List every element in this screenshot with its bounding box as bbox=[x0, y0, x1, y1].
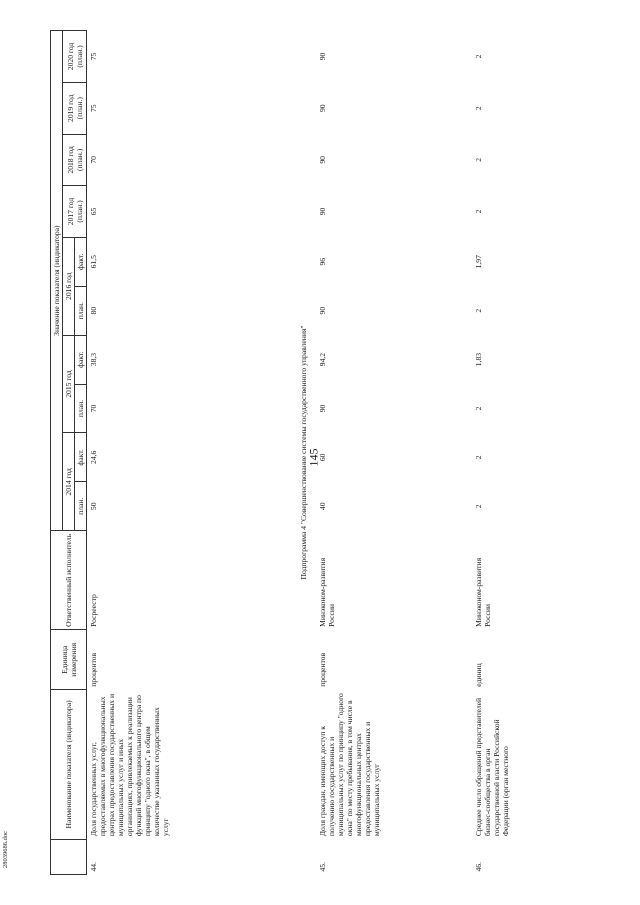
value-2014-plan: 2 bbox=[474, 504, 483, 509]
value-2018: 70 bbox=[89, 156, 98, 164]
header-responsible: Ответственный исполнитель bbox=[51, 531, 87, 630]
value-2019: 75 bbox=[89, 104, 98, 113]
table-row bbox=[87, 31, 292, 875]
value-2015-fact: 94,2 bbox=[318, 352, 327, 367]
value-2015-plan: 2 bbox=[474, 406, 483, 411]
unit-cell: процентов bbox=[318, 652, 327, 687]
subprogram-title: Подпрограмма 4 "Совершенствование системы государственного управления" bbox=[299, 325, 308, 580]
indicator-name: Доля государственных услуг, предоставляемых в многофункциональных центрах предоставления государственных и муниципальных услуг и иных организациях, привлекаемых к реализации функций многофункционального центра по принципу "одного окна", в общем количестве указанных государственных услуг bbox=[89, 693, 170, 837]
unit-cell: единиц bbox=[474, 663, 483, 687]
rotated-table-area bbox=[50, 30, 570, 875]
row-number: 44. bbox=[89, 862, 98, 872]
value-2014-plan: 50 bbox=[89, 502, 98, 511]
header-number bbox=[51, 839, 87, 874]
value-2018: 2 bbox=[474, 157, 483, 162]
value-2016-plan: 80 bbox=[89, 306, 98, 315]
table-row bbox=[472, 31, 512, 875]
indicator-name: Доля граждан, имеющих доступ к получению государственных и муниципальных услуг по принципу "одного окна" по месту пребывания, в том числе в многофункциональных центрах предоставления государственных и муниципальных услуг bbox=[318, 693, 381, 837]
value-2015-plan: 90 bbox=[318, 404, 327, 413]
header-plan: план. bbox=[75, 286, 87, 335]
value-2015-fact: 1,83 bbox=[474, 352, 483, 367]
value-2018: 90 bbox=[318, 156, 327, 164]
indicator-table bbox=[50, 30, 512, 875]
header-name: Наименование показателя (индикатора) bbox=[51, 690, 87, 839]
header-unit: Единица измерения bbox=[51, 630, 87, 690]
page-number: 145 bbox=[306, 448, 321, 467]
document-footer: 28039686.doc bbox=[2, 830, 9, 868]
value-2016-plan: 90 bbox=[318, 306, 327, 315]
value-2014-fact: 2 bbox=[474, 455, 483, 460]
value-2020: 90 bbox=[318, 52, 327, 61]
header-year-2014: 2014 год bbox=[63, 433, 75, 531]
responsible-cell: Росреестр bbox=[89, 594, 98, 627]
table-row bbox=[316, 31, 472, 875]
header-year-2020: 2020 год (план.) bbox=[63, 31, 87, 83]
value-2015-fact: 38,3 bbox=[89, 352, 98, 367]
unit-cell: процентов bbox=[89, 652, 98, 687]
value-2014-fact: 60 bbox=[318, 453, 327, 462]
header-year-2015: 2015 год bbox=[63, 335, 75, 433]
header-year-2018: 2018 год (план.) bbox=[63, 134, 87, 186]
header-plan: план. bbox=[75, 384, 87, 433]
value-2016-fact: 61,5 bbox=[89, 255, 98, 269]
responsible-cell: Минэконом-развития России bbox=[474, 557, 492, 627]
value-2020: 75 bbox=[89, 52, 98, 61]
header-fact: факт. bbox=[75, 237, 87, 286]
value-2016-fact: 96 bbox=[318, 257, 327, 266]
responsible-cell: Минэконом-развития России bbox=[318, 557, 336, 627]
value-2014-fact: 24,6 bbox=[89, 450, 98, 465]
value-2014-plan: 40 bbox=[318, 502, 327, 511]
value-2017: 2 bbox=[474, 209, 483, 214]
value-2017: 65 bbox=[89, 207, 98, 216]
table-header bbox=[51, 31, 87, 875]
row-number: 46. bbox=[474, 862, 483, 872]
value-2016-fact: 1,97 bbox=[474, 255, 483, 269]
value-2017: 90 bbox=[318, 207, 327, 216]
header-year-2017: 2017 год (план.) bbox=[63, 186, 87, 238]
value-2019: 90 bbox=[318, 104, 327, 113]
header-fact: факт. bbox=[75, 433, 87, 482]
header-year-2016: 2016 год bbox=[63, 237, 75, 335]
indicator-name: Среднее число обращений представителей бизнес-сообщества в орган государственной власти Российской Федерации (орган местного bbox=[474, 697, 510, 837]
header-values-group: Значение показателя (индикатора) bbox=[51, 31, 63, 531]
header-year-2019: 2019 год (план.) bbox=[63, 82, 87, 134]
subprogram-row bbox=[291, 31, 316, 875]
header-fact: факт. bbox=[75, 335, 87, 384]
row-number: 45. bbox=[318, 862, 327, 872]
value-2020: 2 bbox=[474, 54, 483, 59]
value-2016-plan: 2 bbox=[474, 308, 483, 313]
value-2015-plan: 70 bbox=[89, 404, 98, 413]
value-2019: 2 bbox=[474, 106, 483, 111]
header-plan: план. bbox=[75, 482, 87, 531]
